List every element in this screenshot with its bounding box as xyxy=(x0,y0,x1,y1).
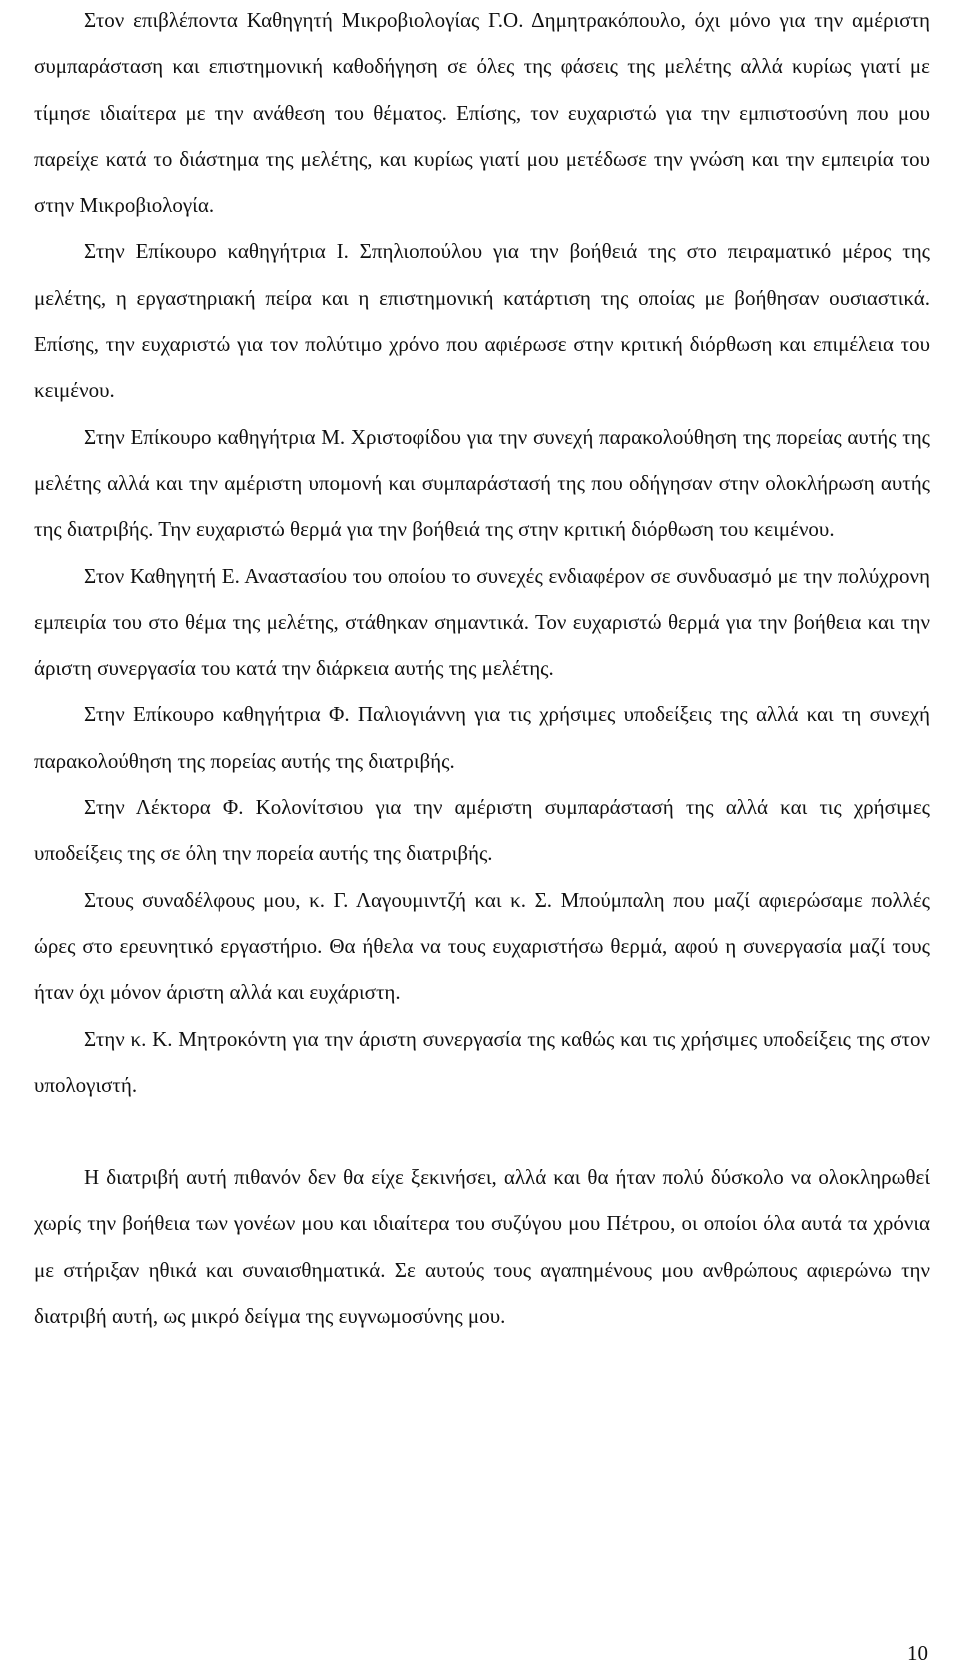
paragraph-paliogianni: Στην Επίκουρο καθηγήτρια Φ. Παλιογιάννη για τις χρήσιμες υποδείξεις της αλλά και τη συνεχή παρακολούθηση της πορείας αυτής της διατριβής. xyxy=(34,702,930,773)
paragraph-colleagues: Στους συναδέλφους μου, κ. Γ. Λαγουμιντζή και κ. Σ. Μπούμπαλη που μαζί αφιερώσαμε πολλές ώρες στο ερευνητικό εργαστήριο. Θα ήθελα να τους ευχαριστήσω θερμά, αφού η συνεργασία μαζί τους ήταν όχι μόνον άριστη αλλά και ευχάριστη. xyxy=(34,887,930,1005)
paragraph-spiliopoulou: Στην Επίκουρο καθηγήτρια Ι. Σπηλιοπούλου για την βοήθειά της στο πειραματικό μέρος της μελέτης, η εργαστηριακή πείρα και η επιστημονική κατάρτιση της οποίας με βοήθησαν ουσιαστικά. Επίσης, την ευχαριστώ για τον πολύτιμο χρόνο που αφιέρωσε στην κριτική διόρθωση και επιμέλεια του κειμένου. xyxy=(34,239,930,403)
paragraph-supervisor: Στον επιβλέποντα Καθηγητή Μικροβιολογίας Γ.Ο. Δημητρακόπουλο, όχι μόνο για την αμέριστη συμπαράσταση και επιστημονική καθοδήγηση σε όλες της φάσεις της μελέτης αλλά κυρίως γιατί με τίμησε ιδιαίτερα με την ανάθεση του θέματος. Επίσης, τον ευχαριστώ για την εμπιστοσύνη που μου παρείχε κατά το διάστημα της μελέτης, και κυρίως γιατί μου μετέδωσε την γνώση και την εμπειρία του στην Μικροβιολογία. xyxy=(34,8,930,218)
page-number: 10 xyxy=(907,1641,928,1665)
document-page xyxy=(34,0,930,1678)
paragraph-christofidou: Στην Επίκουρο καθηγήτρια Μ. Χριστοφίδου για την συνεχή παρακολούθηση της πορείας αυτής της μελέτης αλλά και την αμέριστη υπομονή και συμπαράστασή της που οδήγησαν στην ολοκλήρωση αυτής της διατριβής. Την ευχαριστώ θερμά για την βοήθειά της στην κριτική διόρθωση του κειμένου. xyxy=(34,424,930,542)
paragraph-kolonitsiou: Στην Λέκτορα Φ. Κολονίτσιου για την αμέριστη συμπαράστασή της αλλά και τις χρήσιμες υποδείξεις της σε όλη την πορεία αυτής της διατριβής. xyxy=(34,795,930,866)
paragraph-anastasiou: Στον Καθηγητή Ε. Αναστασίου του οποίου το συνεχές ενδιαφέρον σε συνδυασμό με την πολύχρονη εμπειρία του στο θέμα της μελέτης, στάθηκαν σημαντικά. Τον ευχαριστώ θερμά για την βοήθεια και την άριστη συνεργασία του κατά την διάρκεια αυτής της μελέτης. xyxy=(34,563,930,681)
acknowledgements-text xyxy=(34,0,930,1339)
paragraph-family-dedication: Η διατριβή αυτή πιθανόν δεν θα είχε ξεκινήσει, αλλά και θα ήταν πολύ δύσκολο να ολοκληρωθεί χωρίς την βοήθεια των γονέων μου και ιδιαίτερα του συζύγου μου Πέτρου, οι οποίοι όλα αυτά τα χρόνια με στήριξαν ηθικά και συναισθηματικά. Σε αυτούς τους αγαπημένους μου ανθρώπους αφιερώνω την διατριβή αυτή, ως μικρό δείγμα της ευγνωμοσύνης μου. xyxy=(34,1165,930,1329)
paragraph-mitrokonti: Στην κ. Κ. Μητροκόντη για την άριστη συνεργασία της καθώς και τις χρήσιμες υποδείξεις της στον υπολογιστή. xyxy=(34,1026,930,1097)
